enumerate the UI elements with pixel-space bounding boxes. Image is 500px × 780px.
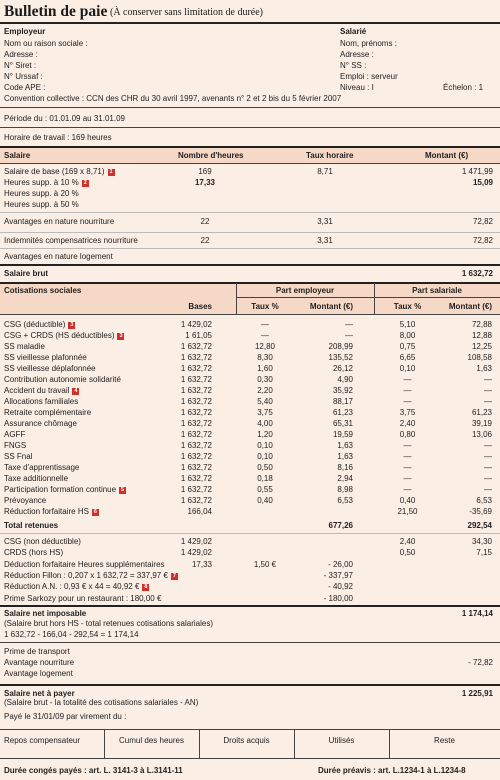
net-a-payer-amount: 1 225,91	[461, 689, 493, 698]
employer-field: Code APE :	[4, 83, 46, 92]
employer-rate-cell	[240, 506, 290, 517]
employer-heading: Employeur	[4, 27, 46, 36]
employee-rate-cell: 6,65	[399, 353, 416, 362]
divider	[0, 146, 500, 148]
row-label: FNGS	[4, 441, 27, 450]
row-label: CSG + CRDS (HS déductibles)	[4, 331, 115, 340]
page-subtitle: (À conserver sans limitation de durée)	[110, 7, 264, 18]
base-cell: 1 632,72	[180, 386, 212, 395]
employee-amount-cell: —	[484, 485, 492, 494]
employer-amount-cell: 1,63	[337, 452, 353, 461]
employee-rate-cell: 21,50	[397, 507, 418, 516]
row-label-cell	[4, 473, 68, 484]
divider	[0, 107, 500, 108]
base-cell: 1 61,05	[185, 331, 212, 340]
divider	[0, 605, 500, 607]
divider	[0, 314, 500, 315]
hours-cell: 22	[200, 217, 210, 226]
employer-rate-cell: 1,60	[257, 364, 273, 373]
row-label-cell	[4, 199, 79, 210]
amount-cell	[390, 188, 493, 199]
hours-cell: 169	[198, 167, 212, 176]
net-imposable-amount: 1 174,14	[461, 609, 493, 618]
amount-cell	[390, 199, 493, 210]
employee-rate-cell: 2,40	[399, 419, 416, 428]
employee-field: Niveau : I	[340, 83, 374, 92]
repos-cumul-header: Cumul des heures	[119, 736, 184, 745]
employer-amount-cell: 4,90	[337, 375, 353, 384]
row-label-cell	[4, 407, 91, 418]
note-reference-badge: 3	[70, 322, 74, 328]
employee-rate-cell: —	[403, 441, 412, 450]
amount-cell: - 72,82	[468, 658, 493, 667]
rate-cell	[290, 251, 360, 262]
employee-field: Adresse :	[340, 50, 374, 59]
employer-amount-cell: - 40,92	[328, 582, 353, 592]
net-imposable-label: Salaire net imposable	[4, 609, 87, 618]
employee-rate-cell: 0,50	[399, 548, 416, 558]
employee-heading: Salarié	[340, 27, 367, 36]
divider	[0, 758, 500, 759]
employee-rate-cell: 5,10	[399, 320, 416, 329]
rate-cell	[290, 188, 360, 199]
employee-amount-cell: —	[484, 397, 492, 406]
employer-amount-cell: 135,52	[328, 353, 353, 362]
amount-cell: 15,09	[472, 178, 493, 187]
convention-collective: Convention collective : CCN des CHR du 30 avril 1997, avenants n° 2 et 2 bis du 5 février 2007	[4, 94, 342, 103]
employer-amount-cell: 26,12	[332, 364, 353, 373]
row-label-cell	[4, 418, 77, 429]
divider	[0, 248, 500, 249]
employer-rate-cell: 3,75	[257, 408, 273, 417]
note-reference-badge: 7	[172, 572, 176, 579]
employee-amount-cell: —	[484, 386, 492, 395]
employee-amount-cell: —	[484, 375, 492, 384]
employer-rate-cell: 0,18	[257, 474, 273, 483]
employee-rate-cell: 0,80	[399, 430, 416, 439]
row-label: Assurance chômage	[4, 419, 77, 428]
net-a-payer-label: Salaire net à payer	[4, 689, 75, 698]
employer-rate-cell: 12,80	[254, 342, 276, 351]
employer-rate-cell: 0,30	[257, 375, 273, 384]
divider	[0, 163, 500, 164]
employer-rate-cell: 0,10	[257, 441, 273, 450]
employee-amount-cell: —	[484, 441, 492, 450]
row-label: Réduction forfaitaire HS	[4, 507, 89, 516]
base-cell: 1 632,72	[180, 441, 212, 450]
employer-amount-cell	[290, 547, 353, 558]
base-cell: 1 632,72	[180, 496, 212, 505]
employer-amount-cell	[290, 536, 353, 547]
employee-amount-cell	[430, 570, 492, 581]
employee-echelon: Échelon : 1	[443, 83, 484, 92]
employee-amount-cell: —	[484, 463, 492, 472]
base-cell: 17,33	[191, 559, 212, 569]
employee-rate-cell	[385, 581, 430, 592]
hours-column-header: Nombre d'heures	[178, 151, 244, 160]
row-label-cell	[4, 396, 78, 407]
note-reference-badge: 2	[83, 180, 87, 186]
employer-field: N° Siret :	[4, 61, 37, 70]
divider	[0, 729, 500, 730]
employer-rate-cell: 2,20	[257, 386, 273, 395]
employer-rate-cell: 1,20	[257, 430, 273, 439]
hours-cell: 17,33	[194, 178, 216, 187]
employee-rate-cell: 2,40	[399, 537, 416, 546]
total-retenues-label: Total retenues	[4, 521, 59, 530]
employee-rate-cell: 3,75	[399, 408, 416, 417]
repos-utilises-header: Utilisés	[328, 736, 355, 745]
employee-amount-header: Montant (€)	[448, 302, 492, 311]
employee-rate-cell: 0,40	[399, 496, 416, 505]
employer-field: Adresse :	[4, 50, 38, 59]
row-label: AGFF	[4, 430, 26, 439]
employee-amount-cell: 13,06	[471, 430, 492, 439]
row-label-cell	[4, 547, 63, 558]
divider	[0, 127, 500, 128]
bases-column-header: Bases	[188, 302, 212, 311]
base-cell: 1 632,72	[180, 408, 212, 417]
employee-amount-cell: —	[484, 452, 492, 461]
row-label: Retraite complémentaire	[4, 408, 92, 417]
employee-field: Emploi : serveur	[340, 72, 398, 81]
row-label-cell	[4, 559, 165, 570]
employee-amount-cell	[430, 559, 492, 570]
employee-share-header: Part salariale	[412, 286, 462, 295]
payment-date: Payé le 31/01/09 par virement du :	[4, 712, 127, 721]
gross-label: Salaire brut	[4, 269, 49, 278]
employer-amount-header: Montant (€)	[309, 302, 353, 311]
gross-amount: 1 632,72	[461, 269, 493, 278]
employer-amount-cell: - 337,97	[323, 570, 353, 580]
hours-cell	[170, 188, 240, 199]
row-label-cell	[4, 385, 79, 396]
employee-rate-cell	[385, 593, 430, 604]
hours-cell	[170, 251, 240, 262]
employee-amount-cell: 34,30	[471, 537, 492, 546]
row-label: Taxe d'apprentissage	[4, 463, 80, 472]
divider	[0, 282, 500, 284]
repos-label: Repos compensateur	[4, 736, 81, 745]
employer-share-header: Part employeur	[275, 286, 335, 295]
employer-amount-cell: 6,53	[337, 496, 353, 505]
row-label: Déduction forfaitaire Heures supplémentaires	[4, 559, 165, 569]
employer-rate-cell	[240, 593, 290, 604]
row-label: Avantage logement	[4, 669, 73, 678]
employer-amount-cell: 88,17	[332, 397, 353, 406]
base-cell: 1 632,72	[180, 419, 212, 428]
row-label: SS Fnal	[4, 452, 33, 461]
employee-rate-cell: —	[403, 485, 412, 494]
row-label-cell	[4, 352, 87, 363]
amount-cell: 72,82	[472, 236, 493, 245]
row-label: Heures supp. à 50 %	[4, 200, 79, 209]
work-hours: Horaire de travail : 169 heures	[4, 133, 112, 142]
total-employer-amount: 677,26	[328, 521, 353, 530]
base-cell: 1 429,02	[180, 537, 212, 546]
repos-reste-header: Reste	[434, 736, 455, 745]
employee-amount-cell: 1,63	[476, 364, 492, 373]
base-cell: 1 429,02	[180, 548, 212, 558]
row-label-cell	[4, 341, 45, 352]
base-cell: 1 632,72	[180, 452, 212, 461]
row-label: Réduction A.N. : 0,93 € x 44 = 40,92 €	[4, 582, 140, 592]
note-reference-badge: 1	[109, 169, 113, 175]
employer-amount-cell: 19,59	[332, 430, 353, 439]
employer-amount-cell: —	[345, 320, 353, 329]
employee-rate-cell: —	[403, 463, 412, 472]
divider	[0, 22, 500, 24]
employer-rate-cell	[240, 581, 290, 592]
amount-cell: 1 471,99	[461, 167, 493, 176]
repos-droits-header: Droits acquis	[223, 736, 270, 745]
rate-cell: 3,31	[317, 217, 333, 226]
note-reference-badge: 5	[121, 487, 125, 493]
row-label: CSG (non déductible)	[4, 537, 81, 546]
employee-amount-cell: 12,25	[471, 342, 492, 351]
footer-conges: Durée congés payés : art. L. 3141-3 à L.3141-11	[4, 766, 183, 775]
hours-cell	[170, 199, 240, 210]
row-label: Indemnités compensatrices nourriture	[4, 236, 138, 245]
employer-amount-cell: - 26,00	[328, 559, 353, 569]
employee-field: Nom, prénoms :	[340, 39, 397, 48]
net-imposable-formula: (Salaire brut hors HS - total retenues cotisations salariales)	[4, 619, 213, 628]
employee-rate-cell	[385, 570, 430, 581]
divider	[0, 232, 500, 233]
footer-preavis: Durée préavis : art. L.1234-1 à L.1234-8	[318, 766, 466, 775]
employer-rate-cell: 5,40	[257, 397, 273, 406]
employer-rate-cell	[240, 570, 290, 581]
base-cell: 1 429,02	[180, 320, 212, 329]
row-label-cell	[4, 177, 89, 188]
base-cell: 1 632,72	[180, 485, 212, 494]
row-label: CSG (déductible)	[4, 320, 66, 329]
employer-rate-cell: 0,50	[257, 463, 273, 472]
employer-rate-cell: 8,30	[257, 353, 273, 362]
employer-amount-cell: —	[345, 331, 353, 340]
rate-column-header: Taux horaire	[306, 151, 354, 160]
employer-rate-cell: 1,50 €	[253, 559, 277, 569]
employer-amount-cell: - 180,00	[323, 593, 353, 603]
note-reference-badge: 3	[119, 333, 123, 339]
period: Période du : 01.01.09 au 31.01.09	[4, 114, 125, 123]
employer-field: N° Urssaf :	[4, 72, 43, 81]
row-label: Prévoyance	[4, 496, 47, 505]
row-label: SS vieillesse déplafonnée	[4, 364, 96, 373]
note-reference-badge: 8	[144, 584, 148, 591]
row-label: Salaire de base (169 x 8,71)	[4, 167, 105, 176]
page-title: Bulletin de paie	[4, 3, 108, 20]
row-label-cell	[4, 166, 115, 177]
employer-amount-cell	[290, 506, 353, 517]
row-label-cell	[4, 319, 75, 330]
employee-rate-cell: —	[403, 375, 412, 384]
total-employee-amount: 292,54	[467, 521, 492, 530]
base-cell	[150, 593, 212, 604]
employee-rate-cell: 0,75	[399, 342, 416, 351]
employer-amount-cell: 65,31	[332, 419, 353, 428]
row-label: Heures supp. à 10 %	[4, 178, 79, 187]
rate-cell: 3,31	[317, 236, 333, 245]
employer-amount-cell: 61,23	[332, 408, 353, 417]
employer-rate-header: Taux %	[251, 302, 279, 311]
divider	[0, 684, 500, 686]
employee-amount-cell: 108,58	[467, 353, 492, 362]
row-label-cell	[4, 506, 99, 517]
employee-field: N° SS :	[340, 61, 367, 70]
rate-cell	[290, 177, 360, 188]
row-label-cell	[4, 374, 121, 385]
base-cell: 1 632,72	[180, 375, 212, 384]
row-label: Heures supp. à 20 %	[4, 189, 79, 198]
employer-field: Nom ou raison sociale :	[4, 39, 88, 48]
employer-amount-cell: 1,63	[337, 441, 353, 450]
row-label: Allocations familiales	[4, 397, 79, 406]
employer-rate-cell: —	[261, 331, 269, 340]
employer-rate-cell: 0,10	[257, 452, 273, 461]
base-cell: 1 632,72	[180, 430, 212, 439]
employer-amount-cell: 8,16	[337, 463, 353, 472]
row-label: CRDS (hors HS)	[4, 548, 64, 558]
divider	[0, 212, 500, 213]
row-label-cell	[4, 581, 149, 592]
employee-amount-cell	[430, 581, 492, 592]
employee-amount-cell: 6,53	[476, 496, 492, 505]
employer-rate-cell: 0,40	[257, 496, 273, 505]
base-cell: 1 632,72	[180, 397, 212, 406]
amount-cell	[390, 668, 493, 679]
base-cell: 1 632,72	[180, 474, 212, 483]
divider	[0, 264, 500, 266]
employer-rate-cell	[240, 536, 290, 547]
row-label-cell	[4, 188, 79, 199]
row-label-cell	[4, 440, 26, 451]
hours-cell: 22	[200, 236, 210, 245]
amount-cell	[390, 251, 493, 262]
employee-rate-header: Taux %	[393, 302, 422, 311]
row-label: Prime de transport	[4, 647, 70, 656]
employee-amount-cell: 72,88	[471, 320, 492, 329]
net-imposable-calculation: 1 632,72 - 166,04 - 292,54 = 1 174,14	[4, 630, 139, 639]
base-cell: 1 632,72	[180, 342, 212, 351]
rate-cell: 8,71	[317, 167, 333, 176]
employer-amount-cell: 35,92	[332, 386, 353, 395]
employer-rate-cell: 4,00	[257, 419, 273, 428]
row-label: Contribution autonomie solidarité	[4, 375, 121, 384]
employee-amount-cell: 12,88	[471, 331, 492, 340]
employer-amount-cell: 8,98	[337, 485, 353, 494]
row-label-cell	[4, 451, 32, 462]
base-cell: 166,04	[187, 507, 212, 516]
row-label-cell	[4, 593, 161, 604]
base-cell: 1 632,72	[180, 463, 212, 472]
row-label: SS maladie	[4, 342, 45, 351]
base-cell: 1 632,72	[180, 364, 212, 373]
row-label-cell	[4, 330, 124, 341]
employee-rate-cell: —	[403, 452, 412, 461]
employer-amount-cell: 2,94	[337, 474, 353, 483]
employee-amount-cell	[430, 593, 492, 604]
employer-amount-cell: 208,99	[328, 342, 353, 351]
employee-amount-cell: 61,23	[471, 408, 492, 417]
base-cell	[150, 570, 212, 581]
amount-cell: 72,82	[472, 217, 493, 226]
row-label: Avantage nourriture	[4, 658, 75, 667]
divider	[236, 297, 500, 298]
employee-rate-cell: 0,10	[399, 364, 416, 373]
row-label-cell	[4, 462, 79, 473]
row-label: Avantages en nature logement	[4, 252, 113, 261]
employee-amount-cell: —	[484, 474, 492, 483]
employee-amount-cell: 7,15	[476, 548, 492, 558]
note-reference-badge: 4	[74, 388, 78, 394]
row-label: Taxe additionnelle	[4, 474, 69, 483]
employee-rate-cell: —	[403, 474, 412, 483]
row-label: Participation formation continue	[4, 485, 117, 494]
row-label: Prime Sarkozy pour un restaurant : 180,00 €	[4, 593, 162, 603]
base-cell	[150, 581, 212, 592]
employer-rate-cell: —	[261, 320, 269, 329]
employee-rate-cell: —	[403, 397, 412, 406]
employer-rate-cell	[240, 547, 290, 558]
cotisations-heading: Cotisations sociales	[4, 286, 82, 295]
employee-rate-cell	[385, 559, 430, 570]
amount-cell	[390, 646, 493, 657]
net-a-payer-note: (Salaire brut - la totalité des cotisations salariales - AN)	[4, 698, 199, 707]
divider	[0, 533, 500, 534]
employee-amount-cell: 39,19	[471, 419, 492, 428]
row-label: Réduction Fillon : 0,207 x 1 632,72 = 337,97 €	[4, 570, 168, 580]
row-label-cell	[4, 484, 126, 495]
amount-column-header: Montant (€)	[425, 151, 469, 160]
row-label-cell	[4, 536, 81, 547]
row-label-cell	[4, 495, 46, 506]
divider	[0, 642, 500, 643]
salary-heading: Salaire	[4, 151, 31, 160]
employee-rate-cell: —	[403, 386, 412, 395]
base-cell: 1 632,72	[180, 353, 212, 362]
employee-amount-cell: -35,69	[469, 507, 492, 516]
note-reference-badge: 6	[93, 509, 97, 515]
row-label-cell	[4, 363, 96, 374]
row-label-cell	[4, 429, 25, 440]
employee-rate-cell: 8,00	[399, 331, 416, 340]
row-label: SS vieillesse plafonnée	[4, 353, 87, 362]
rate-cell	[290, 199, 360, 210]
row-label: Accident du travail	[4, 386, 70, 395]
employer-rate-cell: 0,55	[257, 485, 273, 494]
row-label: Avantages en nature nourriture	[4, 217, 115, 226]
